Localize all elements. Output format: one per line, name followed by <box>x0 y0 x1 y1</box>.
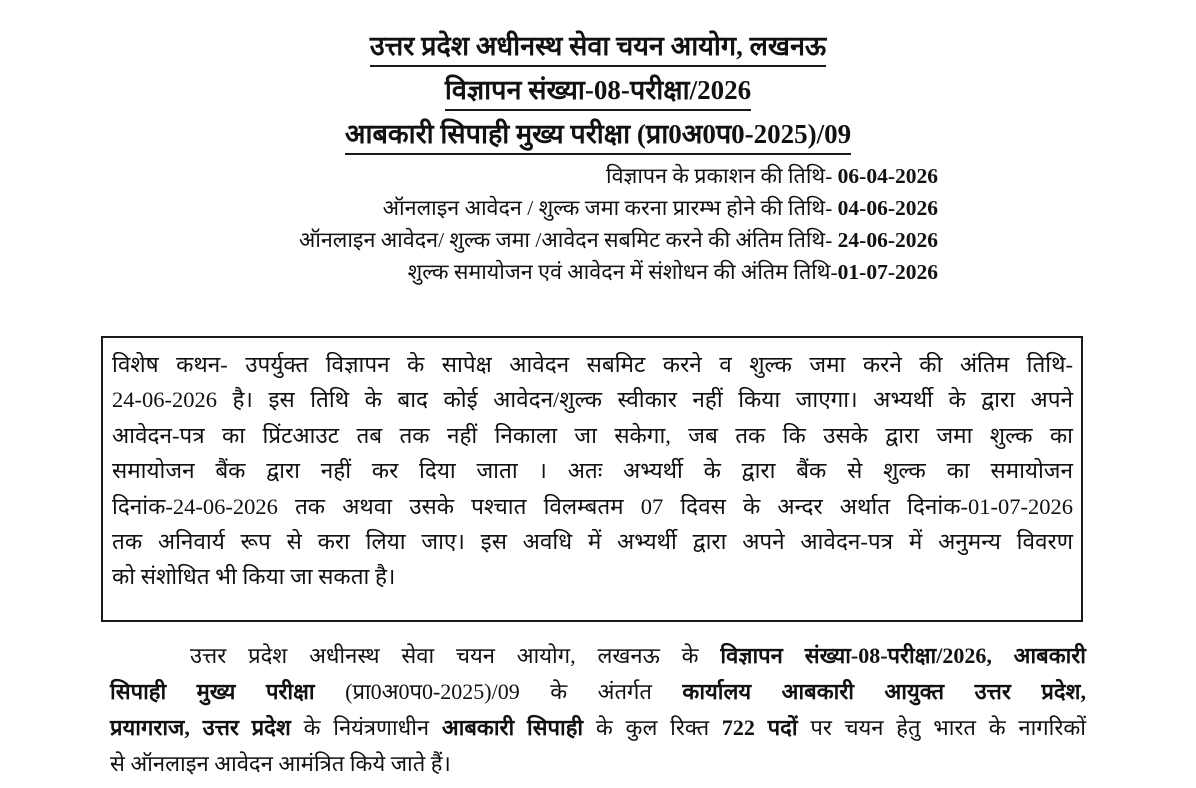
date-row-publication <box>299 160 938 192</box>
paragraph-line <box>110 638 1086 674</box>
paragraph-bold-text: विज्ञापन संख्या-08-परीक्षा/2026, आबकारी <box>720 643 1087 668</box>
advertisement-number-heading <box>0 72 1196 111</box>
special-notice-box <box>101 336 1083 622</box>
notice-line: तक अनिवार्य रूप से करा लिया जाए। इस अवधि में अभ्यर्थी द्वारा अपने आवेदन-पत्र में अनुमन्य विवरण <box>112 529 1073 555</box>
important-dates <box>299 160 938 288</box>
paragraph-text: पर चयन हेतु भारत के नागरिकों <box>797 715 1086 740</box>
date-value: 24-06-2026 <box>837 228 938 252</box>
date-value: 04-06-2026 <box>837 196 938 220</box>
date-row-correction-end <box>299 256 938 288</box>
paragraph-text: (प्रा0अ0प0-2025)/09 के अंतर्गत <box>314 679 683 704</box>
notice-line: विशेष कथन- उपर्युक्त विज्ञापन के सापेक्ष आवेदन सबमिट करने व शुल्क जमा करने की अंतिम तिथि- <box>112 352 1073 377</box>
paragraph-line <box>110 674 1086 710</box>
paragraph-text: के कुल रिक्त <box>583 715 722 740</box>
invitation-paragraph <box>110 638 1086 782</box>
date-value: 06-04-2026 <box>837 164 938 188</box>
date-label: विज्ञापन के प्रकाशन की तिथि- <box>606 164 838 188</box>
vacancy-count: 722 पदों <box>721 715 798 740</box>
paragraph-bold-text: प्रयागराज, उत्तर प्रदेश <box>110 715 291 740</box>
date-label: शुल्क समायोजन एवं आवेदन में संशोधन की अंतिम तिथि- <box>407 260 838 284</box>
advertisement-number: विज्ञापन संख्या-08-परीक्षा/2026 <box>445 72 751 111</box>
paragraph-bold-text: आबकारी सिपाही <box>441 715 584 740</box>
date-row-application-start <box>299 192 938 224</box>
date-label: ऑनलाइन आवेदन / शुल्क जमा करना प्रारम्भ होने की तिथि- <box>382 196 838 220</box>
paragraph-text: के नियंत्रणाधीन <box>290 715 442 740</box>
organization-name: उत्तर प्रदेश अधीनस्थ सेवा चयन आयोग, लखनऊ <box>370 28 826 67</box>
paragraph-bold-text: सिपाही मुख्य परीक्षा <box>110 679 315 704</box>
notice-line: को संशोधित भी किया जा सकता है। <box>112 564 396 590</box>
exam-title: आबकारी सिपाही मुख्य परीक्षा (प्रा0अ0प0-2025)/09 <box>345 116 851 155</box>
notice-line: दिनांक-24-06-2026 तक अथवा उसके पश्चात विलम्बतम 07 दिवस के अन्दर अर्थात दिनांक-01-07-2026 <box>112 493 1073 519</box>
paragraph-text: से ऑनलाइन आवेदन आमंत्रित किये जाते हैं। <box>110 751 451 776</box>
notice-line: समायोजन बैंक द्वारा नहीं कर दिया जाता । अतः अभ्यर्थी के द्वारा बैंक से शुल्क का समायोजन <box>112 458 1073 484</box>
paragraph-line <box>110 746 1086 782</box>
notice-line: 24-06-2026 है। इस तिथि के बाद कोई आवेदन/शुल्क स्वीकार नहीं किया जाएगा। अभ्यर्थी के द्वारा अपने <box>112 387 1073 413</box>
notice-line: आवेदन-पत्र का प्रिंटआउट तब तक नहीं निकाला जा सकेगा, जब तक कि उसके द्वारा जमा शुल्क का <box>112 422 1073 448</box>
paragraph-bold-text: कार्यालय आबकारी आयुक्त उत्तर प्रदेश, <box>682 679 1086 704</box>
organization-heading <box>0 28 1196 67</box>
date-label: ऑनलाइन आवेदन/ शुल्क जमा /आवेदन सबमिट करने की अंतिम तिथि- <box>298 228 838 252</box>
paragraph-line <box>110 710 1086 746</box>
exam-title-heading <box>0 116 1196 155</box>
paragraph-text: उत्तर प्रदेश अधीनस्थ सेवा चयन आयोग, लखनऊ के <box>190 643 721 668</box>
date-row-application-end <box>299 224 938 256</box>
date-value: 01-07-2026 <box>837 260 938 284</box>
